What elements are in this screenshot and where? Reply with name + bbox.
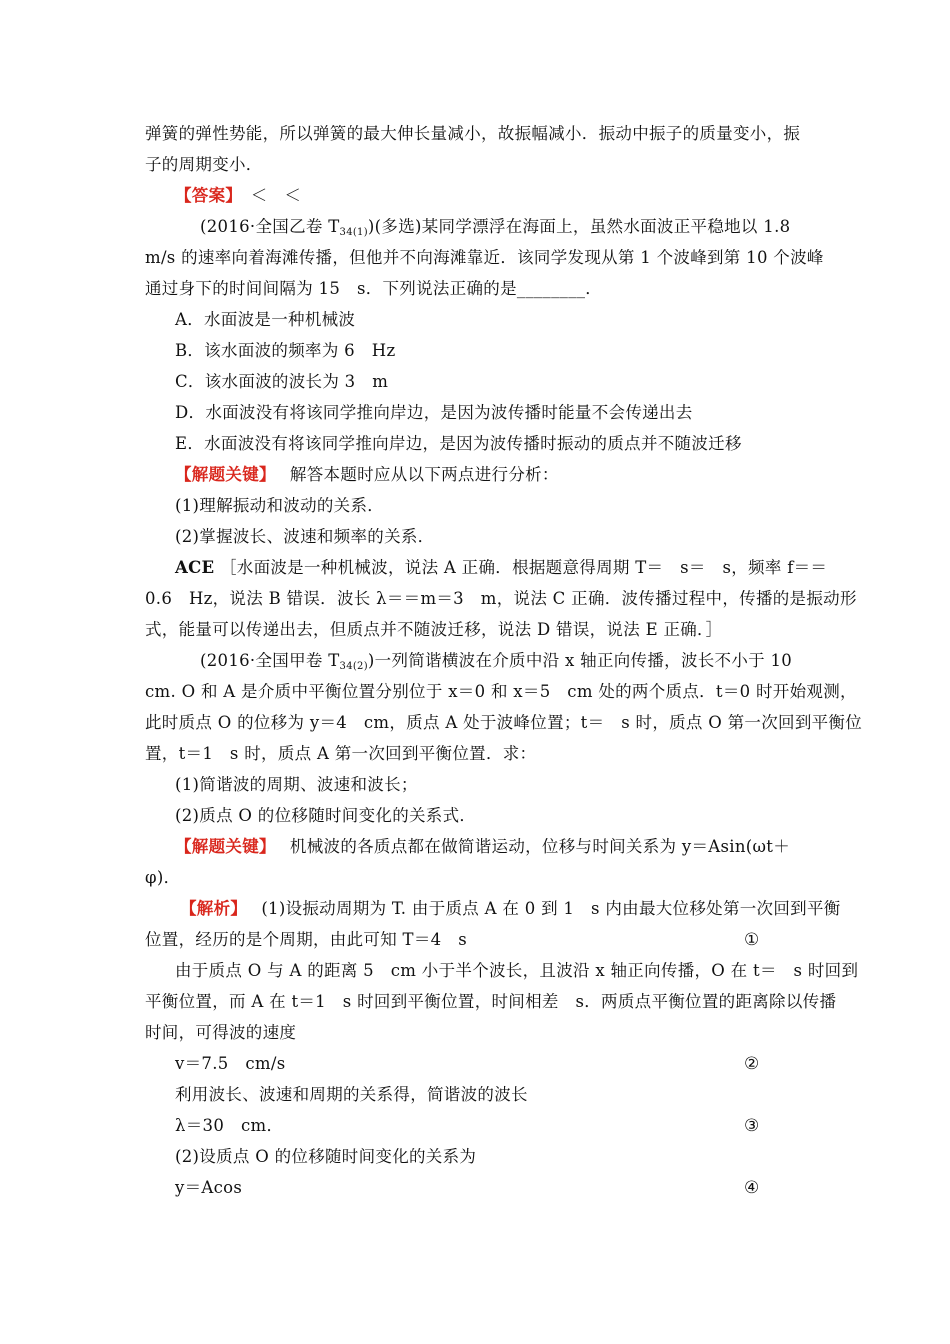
text-line: 通过身下的时间间隔为 15 s．下列说法正确的是________．: [145, 279, 603, 298]
text-line: (2)掌握波长、波速和频率的关系．: [175, 527, 435, 546]
question-source: (2016·全国甲卷 $T_{34(2)}$)一列简谐横波在介质中沿 x 轴正向传播，波长不小于 10: [200, 651, 793, 672]
answer-marks: ＜ ＜: [250, 186, 302, 205]
option-c: C．该水面波的波长为 3 m: [175, 372, 389, 391]
option-b: B．该水面波的频率为 6 Hz: [175, 341, 396, 360]
key-line: 【解题关键】 机械波的各质点都在做简谐运动，位移与时间关系为 y＝Asin(ωt＋: [175, 837, 790, 856]
text-line: (2)设质点 O 的位移随时间变化的关系为: [175, 1147, 477, 1166]
equation-number: ①: [744, 930, 760, 950]
equation-number: ③: [744, 1116, 760, 1136]
text-line: 由于质点 O 与 A 的距离 5 cm 小于半个波长，且波沿 x 轴正向传播，O 在 t＝ s 时回到: [175, 961, 859, 980]
solution-answer: ACE: [175, 558, 215, 577]
text-line: 平衡位置，而 A 在 t＝1 s 时回到平衡位置，时间相差 s．两质点平衡位置的距离除以传播: [145, 992, 837, 1011]
text-line: 式，能量可以传递出去，但质点并不随波迁移，说法 D 错误，说法 E 正确．］: [145, 620, 723, 639]
solution-line: ACE ［水面波是一种机械波，说法 A 正确．根据题意得周期 T＝ s＝ s，频率 f＝＝: [175, 558, 828, 577]
key-line: 【解题关键】 解答本题时应从以下两点进行分析：: [175, 465, 559, 484]
text-line: cm. O 和 A 是介质中平衡位置分别位于 x＝0 和 x＝5 cm 处的两个质点．t＝0 时开始观测，: [145, 682, 857, 701]
equation: λ＝30 cm．: [175, 1116, 284, 1135]
equation-number: ④: [744, 1178, 760, 1198]
equation: y＝Acos: [175, 1178, 243, 1197]
option-a: A．水面波是一种机械波: [175, 310, 356, 329]
analysis-tag: 【解析】: [180, 899, 239, 918]
text-line: (2)质点 O 的位移随时间变化的关系式．: [175, 806, 477, 825]
text-line: 时间，可得波的速度: [145, 1023, 297, 1042]
text-line: 位置，经历的是个周期，由此可知 T＝4 s: [145, 930, 468, 949]
answer-tag: 【答案】: [175, 186, 234, 205]
equation-number: ②: [744, 1054, 760, 1074]
text-line: 利用波长、波速和周期的关系得，简谐波的波长: [175, 1085, 528, 1104]
text-line: 弹簧的弹性势能，所以弹簧的最大伸长量减小，故振幅减小．振动中振子的质量变小，振: [145, 124, 801, 143]
answer-line: [175, 186, 807, 206]
analysis-line: 【解析】 (1)设振动周期为 T. 由于质点 A 在 0 到 1 s 内由最大位移处第一次回到平衡: [180, 899, 841, 918]
text-line: 子的周期变小．: [145, 155, 263, 174]
question-source: (2016·全国乙卷 $T_{34(1)}$)(多选)某同学漂浮在海面上，虽然水面波正平稳地以 1.8: [200, 217, 791, 238]
text-line: 0.6 Hz，说法 B 错误．波长 λ＝＝m＝3 m，说法 C 正确．波传播过程中，传播的是振动形: [145, 589, 857, 608]
text-line: (1)理解振动和波动的关系．: [175, 496, 385, 515]
option-d: D．水面波没有将该同学推向岸边，是因为波传播时能量不会传递出去: [175, 403, 693, 422]
text-line: m/s 的速率向着海滩传播，但他并不向海滩靠近．该同学发现从第 1 个波峰到第 10 个波峰: [145, 248, 824, 267]
equation: v＝7.5 cm/s: [175, 1054, 286, 1073]
key-tag: 【解题关键】: [175, 465, 268, 484]
text-line: 置，t＝1 s 时，质点 A 第一次回到平衡位置．求：: [145, 744, 537, 763]
key-tag: 【解题关键】: [175, 837, 268, 856]
text-line: (1)简谐波的周期、波速和波长；: [175, 775, 418, 794]
text-line: 此时质点 O 的位移为 y＝4 cm，质点 A 处于波峰位置；t＝ s 时，质点 O 第一次回到平衡位: [145, 713, 863, 732]
option-e: E．水面波没有将该同学推向岸边，是因为波传播时振动的质点并不随波迁移: [175, 434, 742, 453]
text-line: φ)．: [145, 868, 181, 887]
